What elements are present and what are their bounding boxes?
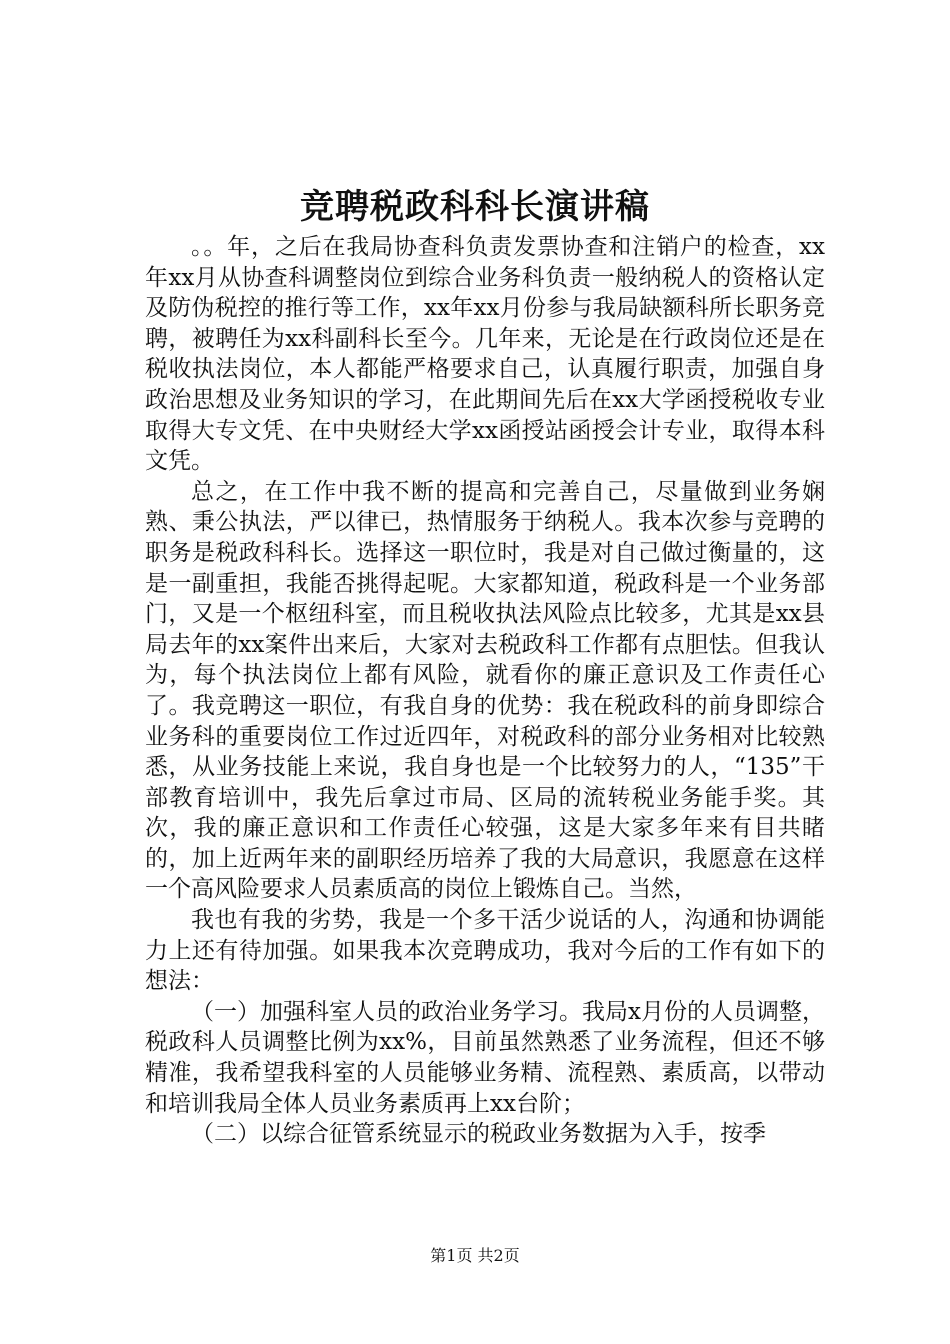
paragraph-5: （二）以综合征管系统显示的税政业务数据为入手，按季 bbox=[191, 1121, 766, 1148]
paragraph-1: 。。年，之后在我局协查科负责发票协查和注销户的检查，xx年xx月从协查科调整岗位到综合业务科负责一般纳税人的资格认定及防伪税控的推行等工作，xx年xx月份参与我局缺额科所长职务竞聘，被聘任为xx科副科长至今。几年来，无论是在行政岗位还是在税收执法岗位，本人都能严格要求自己，认真履行职责，加强自身政治思想及业务知识的学习，在此期间先后在xx大学函授税收专业取得大专文凭、在中央财经大学xx函授站函授会计专业，取得本科文凭。 bbox=[145, 234, 825, 475]
page-number-footer: 第1页 共2页 bbox=[430, 1246, 520, 1265]
paragraph-4: （一）加强科室人员的政治业务学习。我局x月份的人员调整，税政科人员调整比例为xx%，目前虽然熟悉了业务流程，但还不够精准，我希望我科室的人员能够业务精、流程熟、素质高，以带动和培训我局全体人员业务素质再上xx台阶； bbox=[145, 998, 825, 1117]
document-body bbox=[145, 232, 825, 1150]
document-title: 竞聘税政科科长演讲稿 bbox=[300, 187, 650, 227]
paragraph-2: 总之，在工作中我不断的提高和完善自己，尽量做到业务娴熟、秉公执法，严以律已，热情服务于纳税人。我本次参与竞聘的职务是税政科科长。选择这一职位时，我是对自己做过衡量的，这是一副重担，我能否挑得起呢。大家都知道，税政科是一个业务部门，又是一个枢纽科室，而且税收执法风险点比较多，尤其是xx县局去年的xx案件出来后，大家对去税政科工作都有点胆怯。但我认为，每个执法岗位上都有风险，就看你的廉正意识及工作责任心了。我竞聘这一职位，有我自身的优势：我在税政科的前身即综合业务科的重要岗位工作过近四年，对税政科的部分业务相对比较熟悉，从业务技能上来说，我自身也是一个比较努力的人，“135”干部教育培训中，我先后拿过市局、区局的流转税业务能手奖。其次，我的廉正意识和工作责任心较强，这是大家多年来有目共睹的，加上近两年来的副职经历培养了我的大局意识，我愿意在这样一个高风险要求人员素质高的岗位上锻炼自己。当然， bbox=[145, 478, 825, 903]
paragraph-3: 我也有我的劣势，我是一个多干活少说话的人，沟通和协调能力上还有待加强。如果我本次竞聘成功，我对今后的工作有如下的想法： bbox=[145, 907, 825, 995]
